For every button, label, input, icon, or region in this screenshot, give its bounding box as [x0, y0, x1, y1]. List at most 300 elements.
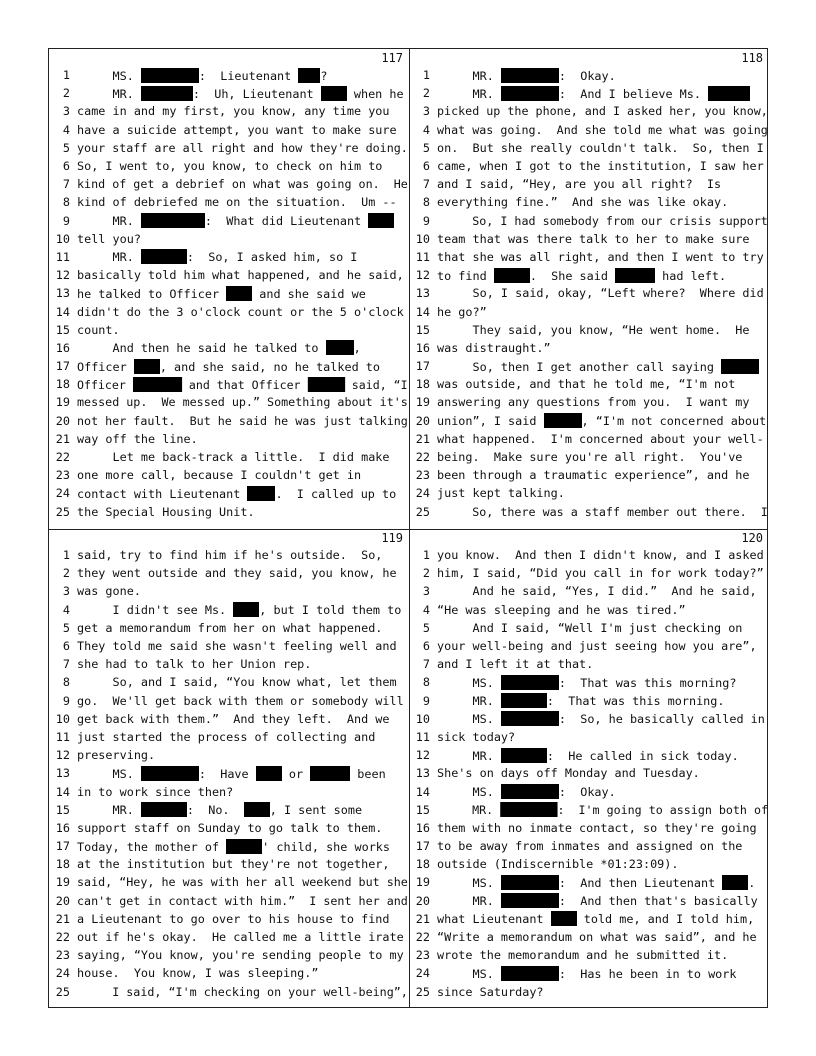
transcript-line — [409, 503, 769, 521]
page-119 — [49, 529, 409, 1009]
line-number: 6 — [62, 159, 70, 174]
redaction-box — [321, 86, 347, 101]
line-text-segment: So, and I said, “You know what, let them — [77, 675, 397, 690]
line-number: 17 — [55, 359, 70, 374]
transcript-line — [49, 357, 409, 375]
line-text — [437, 141, 764, 155]
transcript-line — [409, 412, 769, 430]
line-text — [437, 505, 768, 519]
line-text — [77, 86, 404, 101]
line-text-segment: She's on days off Monday and Tuesday. — [437, 766, 700, 781]
line-number: 10 — [415, 711, 430, 726]
line-text-segment: your well-being and just seeing how you are”, — [437, 639, 757, 654]
line-number: 13 — [415, 766, 430, 781]
transcript-line — [409, 357, 769, 375]
line-number: 20 — [55, 893, 70, 908]
line-text — [77, 694, 404, 708]
line-text — [77, 985, 408, 999]
line-text-segment: Today, the mother of — [77, 839, 227, 854]
page-number: 119 — [381, 531, 403, 545]
line-text — [437, 159, 764, 173]
line-text-segment: just kept talking. — [437, 486, 565, 501]
transcript-lines — [49, 546, 409, 1001]
line-text-segment: union”, I said — [437, 414, 544, 429]
line-text — [77, 468, 361, 482]
transcript-sheet — [48, 48, 768, 1008]
redaction-box — [244, 802, 270, 817]
line-text — [77, 639, 397, 653]
transcript-line — [49, 564, 409, 582]
transcript-line — [409, 855, 769, 873]
transcript-line — [49, 139, 409, 157]
transcript-line — [409, 928, 769, 946]
line-number: 16 — [55, 820, 70, 835]
line-text-segment: : What did Lieutenant — [204, 214, 369, 229]
transcript-line — [409, 157, 769, 175]
line-text — [437, 305, 487, 319]
line-text-segment: : Okay. — [558, 68, 616, 83]
line-text-segment: saying, “You know, you're sending people to my — [77, 948, 404, 963]
line-text — [77, 948, 404, 962]
line-text — [77, 675, 397, 689]
transcript-line — [409, 983, 769, 1001]
line-text-segment: So, I had somebody from our crisis support — [437, 213, 768, 228]
line-number: 23 — [55, 948, 70, 963]
line-text — [77, 286, 366, 301]
line-text-segment: And I said, “Well I'm just checking on — [437, 620, 743, 635]
line-number: 7 — [422, 657, 430, 672]
line-text-segment: MS. — [77, 766, 141, 781]
line-text-segment: had left. — [655, 268, 727, 283]
line-text — [437, 468, 750, 482]
transcript-line — [409, 448, 769, 466]
redaction-box — [501, 875, 559, 890]
line-number: 22 — [55, 930, 70, 945]
line-text-segment: : And then that's basically — [558, 894, 758, 909]
transcript-line — [49, 230, 409, 248]
line-text — [77, 802, 362, 817]
line-text-segment: and that Officer — [181, 377, 308, 392]
transcript-lines — [409, 66, 769, 521]
transcript-line — [49, 393, 409, 411]
line-text-segment: get back with them.” And they left. And we — [77, 711, 390, 726]
line-text — [437, 86, 750, 101]
line-text-segment: So, there was a staff member out there. I — [437, 504, 768, 519]
line-text-segment: I didn't see Ms. — [77, 603, 234, 618]
redaction-box — [544, 413, 582, 428]
line-text — [437, 875, 755, 890]
line-number: 4 — [62, 602, 70, 617]
transcript-line — [409, 321, 769, 339]
line-text-segment: , but I told them to — [259, 603, 402, 618]
transcript-line — [49, 892, 409, 910]
line-text — [77, 141, 408, 155]
redaction-box — [141, 68, 199, 83]
transcript-line — [409, 892, 769, 910]
transcript-line — [49, 619, 409, 637]
redaction-box — [233, 602, 259, 617]
transcript-line — [49, 193, 409, 211]
line-text — [77, 104, 390, 118]
line-text-segment: was distraught.” — [437, 340, 551, 355]
line-text — [77, 505, 255, 519]
transcript-line — [49, 928, 409, 946]
line-number: 5 — [62, 140, 70, 155]
line-text-segment: sick today? — [437, 729, 516, 744]
line-number: 25 — [55, 984, 70, 999]
line-text — [437, 195, 728, 209]
line-text-segment: Let me back-track a little. I did make — [77, 450, 390, 465]
transcript-line — [49, 102, 409, 120]
line-number: 12 — [415, 268, 430, 283]
line-number: 13 — [415, 286, 430, 301]
line-text-segment: one more call, because I couldn't get in — [77, 468, 362, 483]
transcript-line — [49, 466, 409, 484]
line-text-segment: : That was this morning. — [546, 694, 725, 709]
line-text-segment: So, I said, okay, “Left where? Where did — [437, 286, 764, 301]
redaction-box — [501, 68, 559, 83]
redaction-box — [501, 893, 559, 908]
line-number: 2 — [62, 86, 70, 101]
line-text-segment: what happened. I'm concerned about your well- — [437, 431, 764, 446]
line-number: 8 — [422, 675, 430, 690]
line-text-segment: in to work since then? — [77, 784, 234, 799]
line-text-segment: MR. — [437, 894, 501, 909]
line-number: 17 — [55, 839, 70, 854]
line-text-segment: told me, and I told him, — [576, 912, 755, 927]
line-text — [437, 657, 593, 671]
transcript-line — [49, 302, 409, 320]
line-text-segment: . — [748, 875, 756, 890]
transcript-line — [409, 601, 769, 619]
line-number: 18 — [55, 857, 70, 872]
redaction-box — [141, 249, 187, 264]
transcript-line — [409, 637, 769, 655]
transcript-line — [409, 746, 769, 764]
redaction-box — [501, 784, 559, 799]
line-text — [437, 966, 736, 981]
line-number: 8 — [62, 675, 70, 690]
line-number: 3 — [62, 104, 70, 119]
line-number: 23 — [55, 468, 70, 483]
redaction-box — [310, 766, 350, 781]
line-text-segment: MR. — [437, 748, 501, 763]
line-text — [437, 748, 739, 763]
line-number: 7 — [62, 657, 70, 672]
line-number: 12 — [415, 748, 430, 763]
line-text — [77, 602, 401, 617]
line-text — [77, 305, 404, 319]
line-text-segment: MS. — [77, 68, 141, 83]
line-number: 19 — [415, 875, 430, 890]
line-text — [77, 123, 397, 137]
line-number: 7 — [422, 177, 430, 192]
transcript-line — [409, 466, 769, 484]
transcript-line — [409, 764, 769, 782]
line-number: 11 — [415, 249, 430, 264]
redaction-box — [501, 693, 547, 708]
redaction-box — [247, 486, 275, 501]
line-number: 6 — [422, 159, 430, 174]
line-text-segment: contact with Lieutenant — [77, 486, 248, 501]
line-text — [437, 985, 544, 999]
line-number: 11 — [55, 729, 70, 744]
transcript-line — [49, 819, 409, 837]
line-number: 5 — [422, 140, 430, 155]
transcript-line — [409, 212, 769, 230]
line-text — [437, 621, 742, 635]
line-text — [437, 232, 750, 246]
line-text — [437, 413, 766, 428]
line-number: 21 — [55, 911, 70, 926]
line-text-segment: MS. — [437, 785, 501, 800]
line-text-segment: Officer — [77, 377, 133, 392]
transcript-line — [409, 692, 769, 710]
transcript-line — [409, 582, 769, 600]
line-text-segment: to find — [437, 268, 494, 283]
line-number: 12 — [55, 268, 70, 283]
transcript-line — [49, 746, 409, 764]
line-text — [77, 268, 404, 282]
transcript-line — [49, 503, 409, 521]
line-number: 24 — [415, 486, 430, 501]
line-text-segment: and she said we — [252, 286, 366, 301]
line-text — [77, 857, 390, 871]
line-text-segment: , “I'm not concerned about — [581, 414, 767, 429]
line-text — [437, 177, 721, 191]
line-text — [437, 639, 757, 653]
line-text-segment: he go?” — [437, 304, 487, 319]
line-number: 10 — [55, 231, 70, 246]
line-number: 19 — [415, 395, 430, 410]
line-number: 24 — [415, 966, 430, 981]
line-text-segment: wrote the memorandum and he submitted it. — [437, 948, 729, 963]
transcript-line — [409, 175, 769, 193]
line-text-segment: to be away from inmates and assigned on the — [437, 839, 743, 854]
transcript-line — [409, 728, 769, 746]
redaction-box — [368, 213, 394, 228]
redaction-box — [501, 86, 559, 101]
line-text-segment: at the institution but they're not together, — [77, 857, 390, 872]
line-text-segment: out if he's okay. He called me a little irate — [77, 930, 404, 945]
transcript-line — [49, 873, 409, 891]
line-text — [77, 377, 408, 392]
line-text-segment: So, I went to, you know, to check on him to — [77, 159, 383, 174]
line-text-segment: : No. — [186, 803, 244, 818]
line-text-segment: team that was there talk to her to make sure — [437, 231, 750, 246]
line-text-segment: was outside, and that he told me, “I'm not — [437, 377, 736, 392]
transcript-line — [409, 619, 769, 637]
transcript-line — [409, 673, 769, 691]
line-number: 22 — [415, 450, 430, 465]
page-number: 118 — [741, 51, 763, 65]
transcript-line — [409, 193, 769, 211]
page-number: 120 — [741, 531, 763, 545]
redaction-box — [141, 766, 199, 781]
line-text-segment: been through a traumatic experience”, and he — [437, 468, 750, 483]
line-number: 8 — [62, 195, 70, 210]
line-number: 14 — [55, 304, 70, 319]
line-number: 3 — [422, 584, 430, 599]
line-text — [437, 548, 764, 562]
line-text-segment: , I sent some — [269, 803, 363, 818]
line-text — [77, 159, 382, 173]
line-text-segment: when he — [346, 86, 404, 101]
line-text-segment: have a suicide attempt, you want to make sure — [77, 122, 397, 137]
line-text — [437, 395, 750, 409]
line-number: 21 — [415, 911, 430, 926]
line-text-segment: Officer — [77, 359, 134, 374]
line-number: 12 — [55, 748, 70, 763]
line-number: 25 — [415, 984, 430, 999]
line-text-segment: They told me said she wasn't feeling well and — [77, 639, 397, 654]
redaction-box — [134, 359, 160, 374]
line-text-segment: MR. — [437, 86, 501, 101]
line-text — [437, 857, 678, 871]
transcript-line — [49, 546, 409, 564]
redaction-box — [708, 86, 750, 101]
line-text-segment: and I said, “Hey, are you all right? Is — [437, 177, 722, 192]
line-text-segment: MR. — [77, 86, 141, 101]
transcript-line — [49, 66, 409, 84]
line-text-segment: said, “Hey, he was with her all weekend but she — [77, 875, 408, 890]
line-text — [77, 359, 380, 374]
line-text-segment: didn't do the 3 o'clock count or the 5 o'clock — [77, 304, 404, 319]
line-text — [77, 748, 155, 762]
transcript-line — [49, 910, 409, 928]
line-number: 9 — [62, 693, 70, 708]
line-text — [77, 249, 357, 264]
line-text — [437, 839, 742, 853]
line-text-segment: what was going. And she told me what was going — [437, 122, 768, 137]
line-number: 11 — [415, 729, 430, 744]
transcript-line — [409, 430, 769, 448]
transcript-line — [409, 546, 769, 564]
redaction-box — [494, 268, 530, 283]
line-text-segment: messed up. We messed up.” Something about it's — [77, 395, 408, 410]
line-text-segment: house. You know, I was sleeping.” — [77, 966, 319, 981]
transcript-line — [409, 121, 769, 139]
transcript-line — [409, 139, 769, 157]
line-text — [437, 784, 616, 799]
line-text — [77, 712, 390, 726]
line-text — [437, 250, 764, 264]
transcript-line — [49, 284, 409, 302]
transcript-line — [49, 321, 409, 339]
line-text — [437, 268, 726, 283]
transcript-line — [49, 764, 409, 782]
transcript-line — [409, 910, 769, 928]
transcript-line — [409, 284, 769, 302]
line-text-segment: MS. — [437, 875, 501, 890]
transcript-line — [49, 339, 409, 357]
line-number: 15 — [415, 322, 430, 337]
line-text-segment: just started the process of collecting and — [77, 729, 376, 744]
line-number: 6 — [62, 639, 70, 654]
line-text-segment: him, I said, “Did you call in for work today?” — [437, 566, 764, 581]
line-number: 18 — [415, 377, 430, 392]
transcript-line — [49, 801, 409, 819]
line-text-segment: you know. And then I didn't know, and I asked — [437, 548, 764, 563]
line-text — [437, 286, 764, 300]
page-number: 117 — [381, 51, 403, 65]
line-text — [77, 766, 386, 781]
line-number: 4 — [422, 602, 430, 617]
line-text-segment: count. — [77, 322, 120, 337]
line-text — [77, 785, 233, 799]
transcript-line — [49, 728, 409, 746]
line-text-segment: MR. — [77, 803, 141, 818]
line-number: 3 — [62, 584, 70, 599]
transcript-line — [49, 375, 409, 393]
transcript-line — [409, 302, 769, 320]
transcript-line — [49, 637, 409, 655]
line-text — [77, 177, 408, 191]
line-text-segment: was gone. — [77, 584, 141, 599]
line-text — [77, 414, 408, 428]
line-text-segment: she had to talk to her Union rep. — [77, 657, 312, 672]
line-number: 20 — [55, 413, 70, 428]
line-text-segment: “He was sleeping and he was tired.” — [437, 602, 686, 617]
line-number: 19 — [55, 875, 70, 890]
line-number: 17 — [415, 839, 430, 854]
transcript-line — [409, 801, 769, 819]
line-text-segment: , and she said, no he talked to — [159, 359, 381, 374]
line-text — [77, 68, 327, 83]
transcript-line — [49, 157, 409, 175]
line-number: 14 — [55, 784, 70, 799]
transcript-line — [409, 84, 769, 102]
line-number: 17 — [415, 359, 430, 374]
line-text-segment: kind of get a debrief on what was going on. He — [77, 177, 408, 192]
line-text — [77, 930, 404, 944]
line-text-segment: your staff are all right and how they're doing. — [77, 140, 408, 155]
line-number: 1 — [62, 548, 70, 563]
transcript-line — [49, 175, 409, 193]
redaction-box — [551, 911, 577, 926]
line-number: 2 — [422, 86, 430, 101]
redaction-box — [721, 359, 759, 374]
line-text — [437, 693, 724, 708]
redaction-box — [141, 86, 193, 101]
line-text — [437, 821, 757, 835]
transcript-line — [49, 84, 409, 102]
line-text — [437, 323, 750, 337]
line-number: 9 — [422, 693, 430, 708]
transcript-line — [49, 430, 409, 448]
line-text-segment: what Lieutenant — [437, 912, 551, 927]
line-text-segment: MR. — [77, 250, 141, 265]
redaction-box — [501, 748, 547, 763]
line-text — [77, 966, 318, 980]
redaction-box — [501, 675, 559, 690]
line-text-segment: ? — [320, 68, 328, 83]
redaction-box — [307, 377, 344, 392]
transcript-line — [49, 655, 409, 673]
redaction-box — [226, 286, 252, 301]
line-text-segment: been — [350, 766, 386, 781]
line-number: 8 — [422, 195, 430, 210]
line-number: 1 — [422, 68, 430, 83]
redaction-box — [501, 711, 559, 726]
line-text-segment: MS. — [437, 675, 501, 690]
line-text — [437, 450, 742, 464]
line-text — [77, 232, 141, 246]
transcript-line — [409, 484, 769, 502]
redaction-box — [141, 213, 205, 228]
line-text-segment: that she was all right, and then I went to try — [437, 249, 764, 264]
line-number: 20 — [415, 893, 430, 908]
